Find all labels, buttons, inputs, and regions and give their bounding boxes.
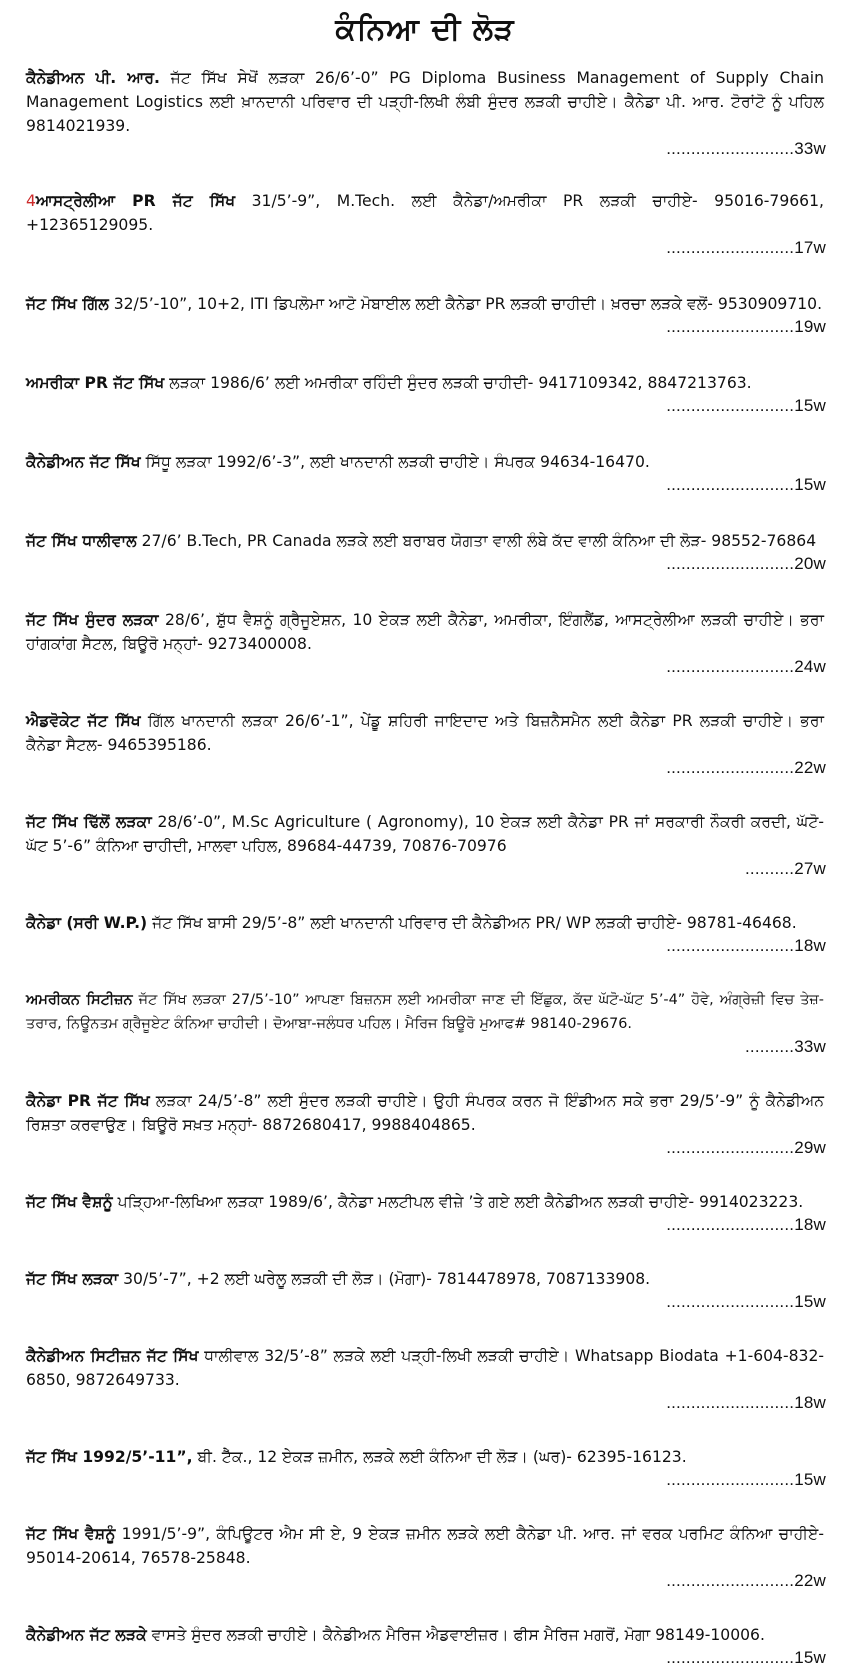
ad-body: [26, 988, 826, 1036]
ad-text: ਲੜਕਾ 24/5’-8” ਲਈ ਸੁੰਦਰ ਲੜਕੀ ਚਾਹੀਏ। ਉਹੀ ਸੰਪਰਕ ਕਰਨ ਜੋ ਇੰਡੀਅਨ ਸਕੇ ਭਰਾ 29/5’-9” ਨੂੰ ਕੈਨੇਡੀਅਨ ਰਿਸ਼ਤਾ ਕਰਵਾਉਣ। ਬਿਊਰੋ ਸਖ਼ਤ ਮਨ੍ਹਾਂ- 8872680417, 9988404865.: [26, 1092, 824, 1134]
ad-code: ..........................15w: [666, 1292, 826, 1311]
ad-body: [26, 189, 826, 237]
ad-code: ..........................20w: [666, 554, 826, 573]
ad-text: ਵਾਸਤੇ ਸੁੰਦਰ ਲੜਕੀ ਚਾਹੀਏ। ਕੈਨੇਡੀਅਨ ਮੈਰਿਜ ਐਡਵਾਈਜ਼ਰ। ਫੀਸ ਮੈਰਿਜ ਮਗਰੋਂ, ਮੋਗਾ 98149-10006.: [151, 1626, 765, 1644]
ad-text: 27/6’ B.Tech, PR Canada ਲੜਕੇ ਲਈ ਬਰਾਬਰ ਯੋਗਤਾ ਵਾਲੀ ਲੰਬੇ ਕੱਦ ਵਾਲੀ ਕੰਨਿਆ ਦੀ ਲੋੜ- 98552-76864: [141, 532, 817, 550]
ad-lead: ਕੈਨੇਡੀਅਨ ਜੱਟ ਸਿੱਖ: [26, 453, 141, 471]
ad-body: [26, 450, 826, 474]
ad-code: ..........................18w: [666, 936, 826, 955]
ad-text: 28/6’-0”, M.Sc Agriculture ( Agronomy), 10 ਏਕੜ ਲਈ ਕੈਨੇਡਾ PR ਜਾਂ ਸਰਕਾਰੀ ਨੌਕਰੀ ਕਰਦੀ, ਘੱਟੋ-ਘੱਟ 5’-6” ਕੰਨਿਆ ਚਾਹੀਦੀ, ਮਾਲਵਾ ਪਹਿਲ, 89684-44739, 70876-70976: [26, 813, 824, 855]
classified-ad: [26, 292, 826, 338]
classified-ad: [26, 1623, 826, 1669]
ad-lead: ਜੱਟ ਸਿੱਖ ਵੈਸ਼ਨੂੰ: [26, 1193, 113, 1211]
ad-body: [26, 529, 826, 553]
ad-lead: ਕੈਨੇਡੀਅਨ ਜੱਟ ਲੜਕੇ: [26, 1626, 147, 1644]
ad-marker: 4: [26, 192, 36, 210]
ad-lead: ਕੈਨੇਡਾ PR ਜੱਟ ਸਿੱਖ: [26, 1092, 150, 1110]
ad-text: ਬੀ. ਟੈੱਕ., 12 ਏਕੜ ਜ਼ਮੀਨ, ਲੜਕੇ ਲਈ ਕੰਨਿਆ ਦੀ ਲੋੜ। (ਘਰ)- 62395-16123.: [197, 1448, 687, 1466]
ad-code: ..........................24w: [666, 657, 826, 676]
classified-ad: [26, 911, 826, 957]
page-title: ਕੰਨਿਆ ਦੀ ਲੋੜ: [335, 12, 515, 47]
classified-ad: [26, 1089, 826, 1159]
ad-body: [26, 371, 826, 395]
classified-ad: [26, 1190, 826, 1236]
ad-code: ..........................22w: [666, 758, 826, 777]
classified-ads-list: [26, 66, 826, 1669]
ad-body: [26, 1267, 826, 1291]
classified-ad: [26, 529, 826, 575]
ad-text: ਪੜ੍ਹਿਆ-ਲਿਖਿਆ ਲੜਕਾ 1989/6’, ਕੈਨੇਡਾ ਮਲਟੀਪਲ ਵੀਜ਼ੇ ’ਤੇ ਗਏ ਲਈ ਕੈਨੇਡੀਅਨ ਲੜਕੀ ਚਾਹੀਏ- 9914023223.: [117, 1193, 804, 1211]
ad-lead: ਅਮਰੀਕਨ ਸਿਟੀਜ਼ਨ: [26, 992, 133, 1008]
ad-body: [26, 1344, 826, 1392]
ad-body: [26, 608, 826, 656]
ad-lead: ਜੱਟ ਸਿੱਖ ਗਿੱਲ: [26, 295, 109, 313]
ad-body: [26, 1522, 826, 1570]
ad-text: 28/6’, ਸ਼ੁੱਧ ਵੈਸ਼ਨੂੰ ਗ੍ਰੈਜੂਏਸ਼ਨ, 10 ਏਕੜ ਲਈ ਕੈਨੇਡਾ, ਅਮਰੀਕਾ, ਇੰਗਲੈਂਡ, ਆਸਟ੍ਰੇਲੀਆ ਲੜਕੀ ਚਾਹੀਏ। ਭਰਾ ਹਾਂਗਕਾਂਗ ਸੈਟਲ, ਬਿਊਰੋ ਮਨ੍ਹਾਂ- 9273400008.: [26, 611, 824, 653]
ad-lead: ਜੱਟ ਸਿੱਖ ਸੁੰਦਰ ਲੜਕਾ: [26, 611, 159, 629]
ad-code: ..........33w: [744, 1037, 826, 1056]
ad-text: ਗਿੱਲ ਖਾਨਦਾਨੀ ਲੜਕਾ 26/6’-1”, ਪੇਂਡੂ ਸ਼ਹਿਰੀ ਜਾਇਦਾਦ ਅਤੇ ਬਿਜ਼ਨੈਸਮੈਨ ਲਈ ਕੈਨੇਡਾ PR ਲੜਕੀ ਚਾਹੀਏ। ਭਰਾ ਕੈਨੇਡਾ ਸੈਟਲ- 9465395186.: [26, 712, 824, 754]
ad-text: ਜੱਟ ਸਿੱਖ ਸੇਖੋਂ ਲੜਕਾ 26/6’-0” PG Diploma Business Management of Supply Chain Management Logistics ਲਈ ਖ਼ਾਨਦਾਨੀ ਪਰਿਵਾਰ ਦੀ ਪੜ੍ਹੀ-ਲਿਖੀ ਲੰਬੀ ਸੁੰਦਰ ਲੜਕੀ ਚਾਹੀਏ। ਕੈਨੇਡਾ ਪੀ. ਆਰ. ਟੋਰਾਂਟੋ ਨੂੰ ਪਹਿਲ 9814021939.: [26, 69, 824, 135]
ad-lead: ਜੱਟ ਸਿੱਖ ਲੜਕਾ: [26, 1270, 119, 1288]
classified-ad: [26, 189, 826, 259]
ad-code: ..........................19w: [666, 317, 826, 336]
classified-ad: [26, 371, 826, 417]
ad-body: [26, 1445, 826, 1469]
classified-ad: [26, 709, 826, 779]
classified-ad: [26, 450, 826, 496]
ad-text: 1991/5’-9”, ਕੰਪਿਊਟਰ ਐਮ ਸੀ ਏ, 9 ਏਕੜ ਜ਼ਮੀਨ ਲੜਕੇ ਲਈ ਕੈਨੇਡਾ ਪੀ. ਆਰ. ਜਾਂ ਵਰਕ ਪਰਮਿਟ ਕੰਨਿਆ ਚਾਹੀਏ- 95014-20614, 76578-25848.: [26, 1525, 824, 1567]
ad-code: ..........................15w: [666, 396, 826, 415]
ad-lead: ਜੱਟ ਸਿੱਖ 1992/5’-11”,: [26, 1448, 193, 1466]
ad-code: ..........................33w: [666, 139, 826, 158]
ad-body: [26, 292, 826, 316]
ad-lead: ਜੱਟ ਸਿੱਖ ਵੈਸ਼ਨੂੰ: [26, 1525, 116, 1543]
ad-code: ..........................15w: [666, 1648, 826, 1667]
ad-body: [26, 1623, 826, 1647]
ad-text: 31/5’-9”, M.Tech. ਲਈ ਕੈਨੇਡਾ/ਅਮਰੀਕਾ PR ਲੜਕੀ ਚਾਹੀਏ- 95016-79661, +12365129095.: [26, 192, 824, 234]
ad-text: 30/5’-7”, +2 ਲਈ ਘਰੇਲੂ ਲੜਕੀ ਦੀ ਲੋੜ। (ਮੋਗਾ)- 7814478978, 7087133908.: [123, 1270, 651, 1288]
ad-lead: ਕੈਨੇਡੀਅਨ ਸਿਟੀਜ਼ਨ ਜੱਟ ਸਿੱਖ: [26, 1347, 199, 1365]
ad-code: ..........................22w: [666, 1571, 826, 1590]
ad-text: ਲੜਕਾ 1986/6’ ਲਈ ਅਮਰੀਕਾ ਰਹਿੰਦੀ ਸੁੰਦਰ ਲੜਕੀ ਚਾਹੀਦੀ- 9417109342, 8847213763.: [169, 374, 752, 392]
ad-code: ..........................15w: [666, 1470, 826, 1489]
ad-code: ..........................18w: [666, 1393, 826, 1412]
ad-text: ਜੱਟ ਸਿੱਖ ਲੜਕਾ 27/5’-10” ਆਪਣਾ ਬਿਜ਼ਨਸ ਲਈ ਅਮਰੀਕਾ ਜਾਣ ਦੀ ਇੱਛੁਕ, ਕੱਦ ਘੱਟੋ-ਘੱਟ 5’-4” ਹੋਵੇ, ਅੰਗ੍ਰੇਜ਼ੀ ਵਿਚ ਤੇਜ਼-ਤਰਾਰ, ਨਿਊਨਤਮ ਗ੍ਰੈਜੂਏਟ ਕੰਨਿਆ ਚਾਹੀਦੀ। ਦੋਆਬਾ-ਜਲੰਧਰ ਪਹਿਲ। ਮੈਰਿਜ ਬਿਊਰੋ ਮੁਆਫ# 98140-29676.: [26, 992, 824, 1032]
ad-lead: ਆਸਟ੍ਰੇਲੀਆ PR ਜੱਟ ਸਿੱਖ: [35, 192, 236, 210]
ad-code: ..........................18w: [666, 1215, 826, 1234]
ad-body: [26, 709, 826, 757]
classified-ad: [26, 1344, 826, 1414]
ad-lead: ਕੈਨੇਡੀਅਨ ਪੀ. ਆਰ.: [26, 69, 160, 87]
classified-ad: [26, 1445, 826, 1491]
ad-code: ..........................29w: [666, 1138, 826, 1157]
classified-ad: [26, 810, 826, 880]
ad-text: 32/5’-10”, 10+2, ITI ਡਿਪਲੋਮਾ ਆਟੋ ਮੋਬਾਈਲ ਲਈ ਕੈਨੇਡਾ PR ਲੜਕੀ ਚਾਹੀਦੀ। ਖ਼ਰਚਾ ਲੜਕੇ ਵਲੋਂ- 9530909710.: [113, 295, 823, 313]
ad-body: [26, 810, 826, 858]
ad-body: [26, 911, 826, 935]
ad-code: ..........27w: [744, 859, 826, 878]
ad-text: ਧਾਲੀਵਾਲ 32/5’-8” ਲੜਕੇ ਲਈ ਪੜ੍ਹੀ-ਲਿਖੀ ਲੜਕੀ ਚਾਹੀਏ। Whatsapp Biodata +1-604-832-6850, 9872649733.: [26, 1347, 824, 1389]
ad-lead: ਕੈਨੇਡਾ (ਸਰੀ W.P.): [26, 914, 148, 932]
ad-code: ..........................15w: [666, 475, 826, 494]
ad-text: ਜੱਟ ਸਿੱਖ ਬਾਸੀ 29/5’-8” ਲਈ ਖਾਨਦਾਨੀ ਪਰਿਵਾਰ ਦੀ ਕੈਨੇਡੀਅਨ PR/ WP ਲੜਕੀ ਚਾਹੀਏ- 98781-46468.: [152, 914, 797, 932]
ad-lead: ਅਮਰੀਕਾ PR ਜੱਟ ਸਿੱਖ: [26, 374, 165, 392]
ad-lead: ਜੱਟ ਸਿੱਖ ਢਿੱਲੋਂ ਲੜਕਾ: [26, 813, 152, 831]
classified-ad: [26, 1522, 826, 1592]
classified-ad: [26, 66, 826, 160]
ad-lead: ਐਡਵੋਕੇਟ ਜੱਟ ਸਿੱਖ: [26, 712, 141, 730]
ad-code: ..........................17w: [666, 238, 826, 257]
ad-body: [26, 1089, 826, 1137]
classified-ad: [26, 988, 826, 1058]
classified-ad: [26, 1267, 826, 1313]
ad-text: ਸਿੱਧੂ ਲੜਕਾ 1992/6’-3”, ਲਈ ਖਾਨਦਾਨੀ ਲੜਕੀ ਚਾਹੀਏ। ਸੰਪਰਕ 94634-16470.: [145, 453, 650, 471]
ad-lead: ਜੱਟ ਸਿੱਖ ਧਾਲੀਵਾਲ: [26, 532, 137, 550]
ad-body: [26, 1190, 826, 1214]
ad-body: [26, 66, 826, 138]
classified-ad: [26, 608, 826, 678]
